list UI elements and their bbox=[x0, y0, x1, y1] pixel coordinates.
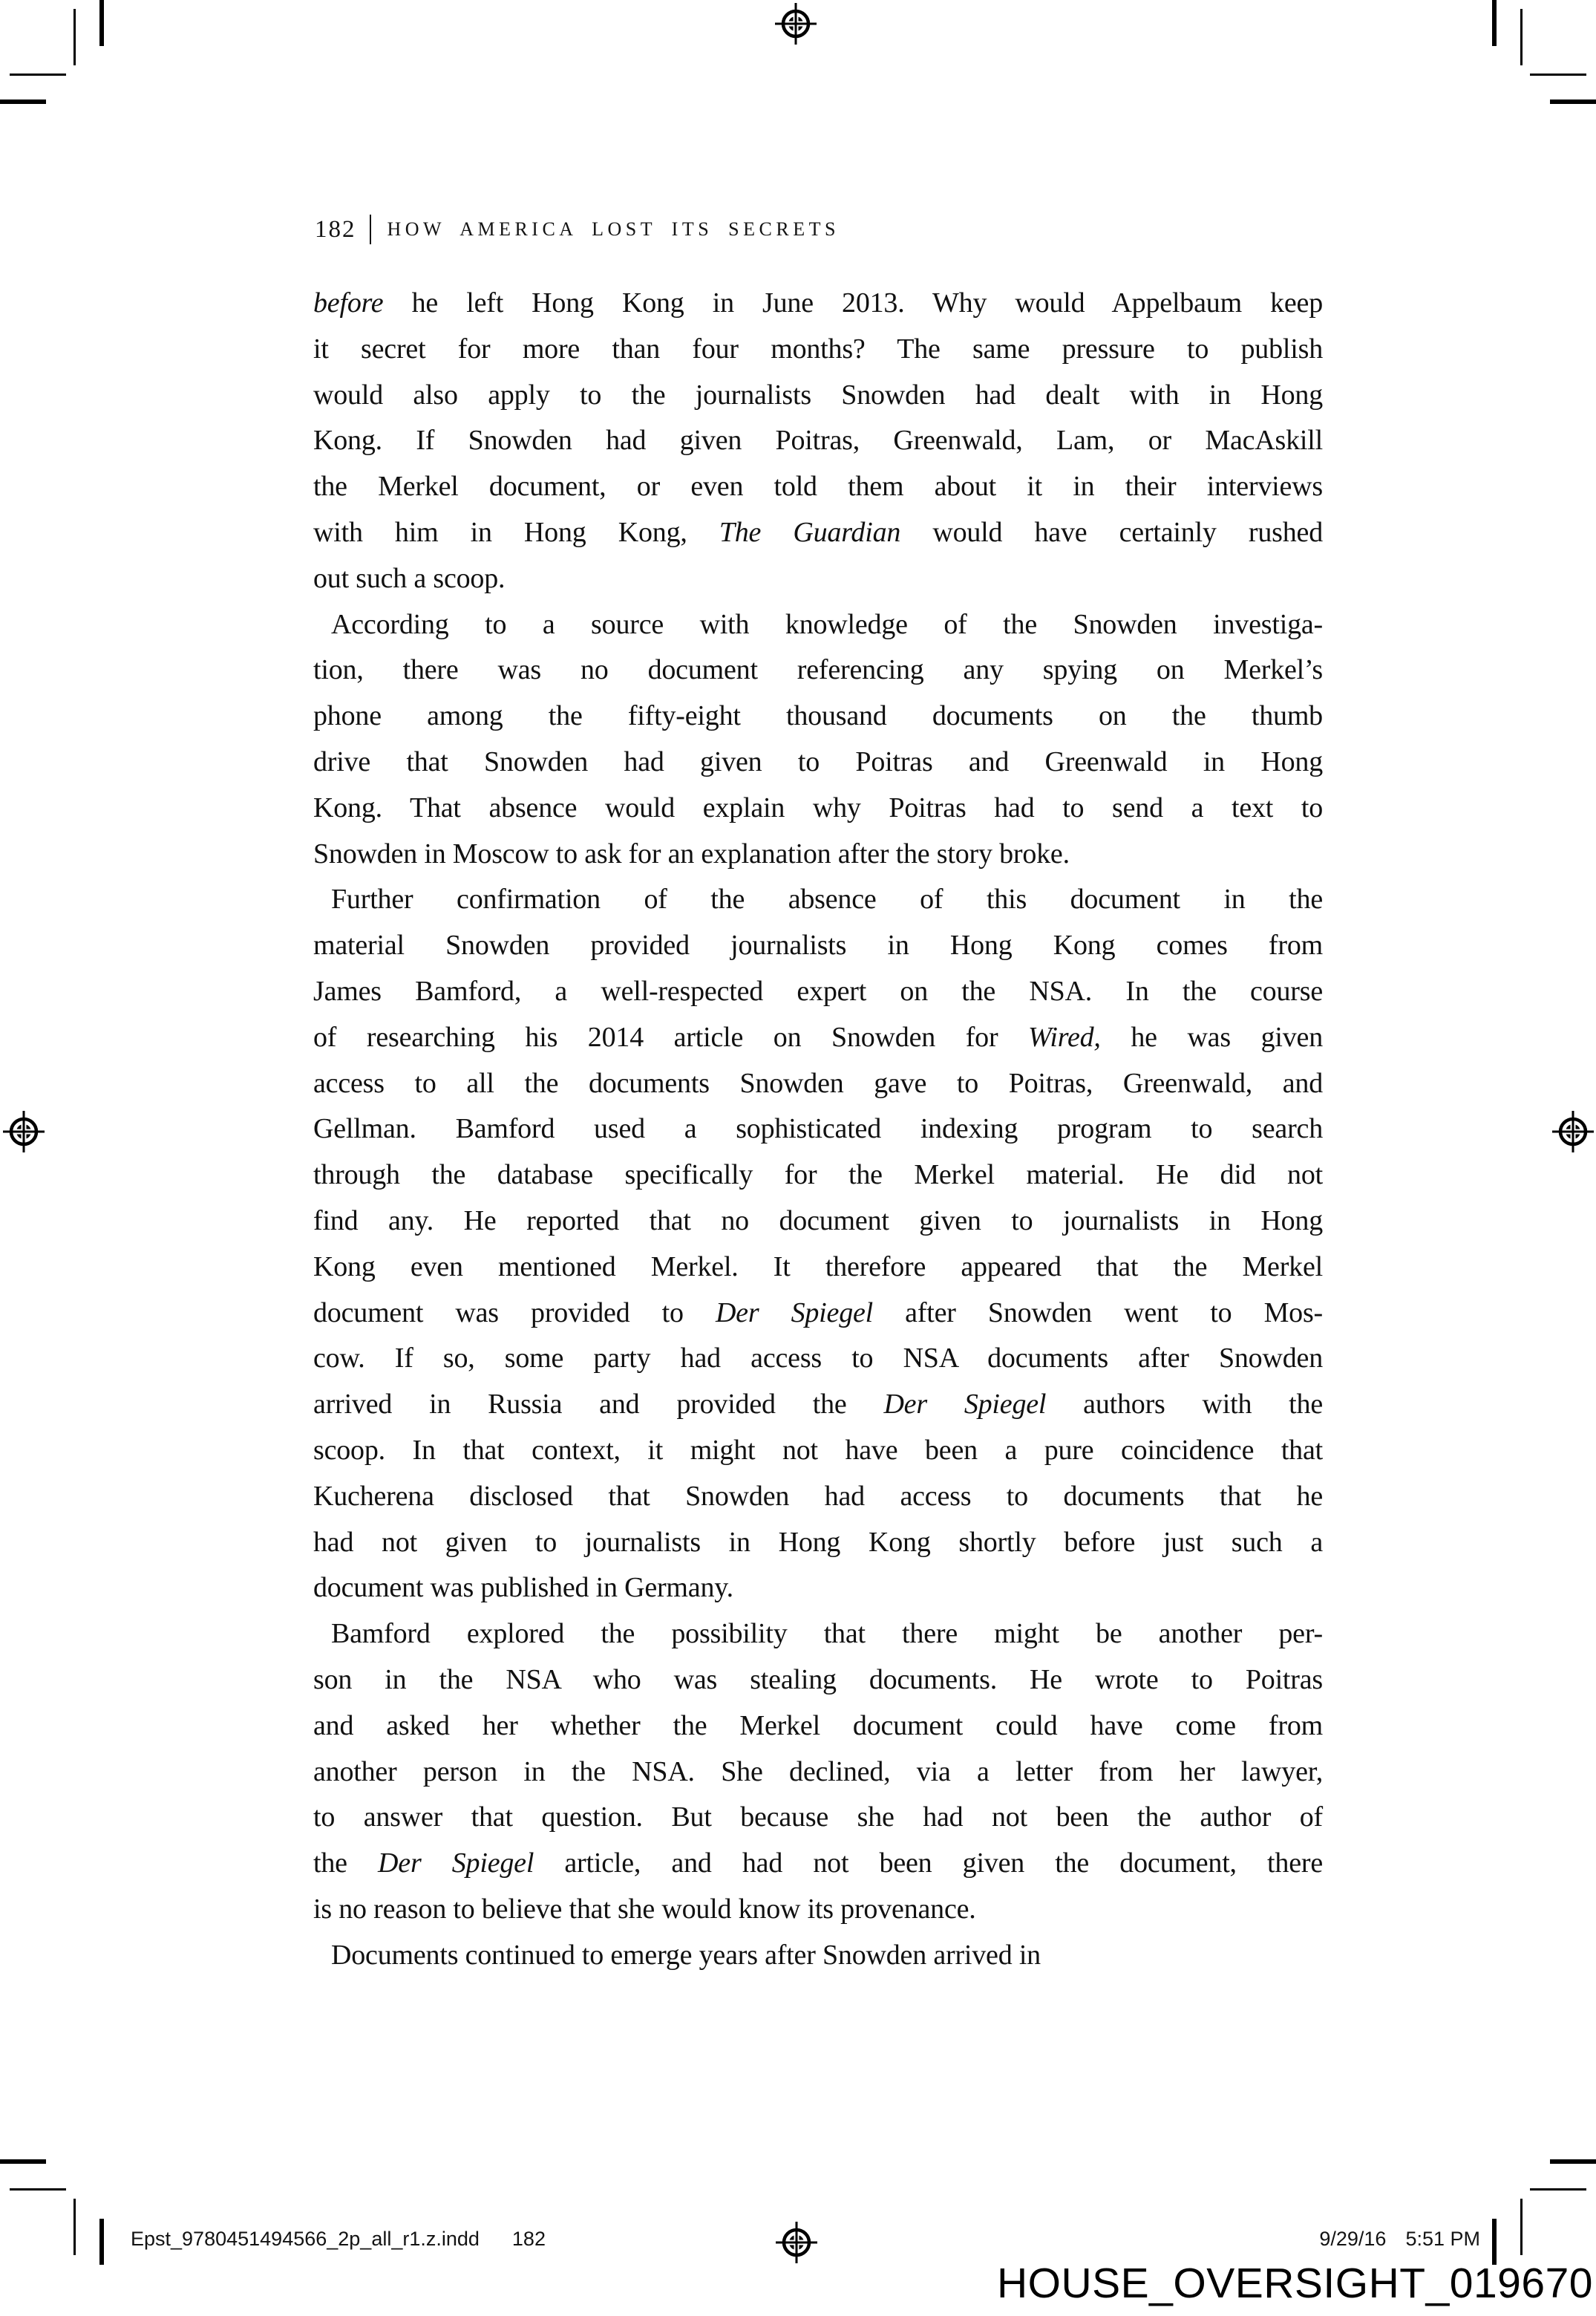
text-line: cow. If so, some party had access to NSA documents after Snowden bbox=[313, 1343, 1323, 1374]
text-line: it secret for more than four months? The same pressure to publish bbox=[313, 333, 1323, 365]
registration-mark-icon bbox=[773, 2219, 820, 2266]
crop-mark bbox=[10, 2188, 66, 2191]
text-line: with him in Hong Kong, The Guardian would have certainly rushed bbox=[313, 516, 1323, 548]
text-line: Kong even mentioned Merkel. It therefore appeared that the Merkel bbox=[313, 1250, 1323, 1282]
print-datetime bbox=[1319, 2228, 1480, 2251]
crop-mark bbox=[0, 2159, 46, 2164]
text-line: document was provided to Der Spiegel after Snowden went to Mos- bbox=[313, 1296, 1324, 1328]
text-line: the Merkel document, or even told them about it in their interviews bbox=[313, 471, 1323, 503]
crop-mark bbox=[1530, 74, 1586, 76]
text-line: material Snowden provided journalists in Hong Kong comes from bbox=[313, 930, 1323, 962]
text-line: Kucherena disclosed that Snowden had access to documents that he bbox=[313, 1480, 1323, 1512]
text-line: Snowden in Moscow to ask for an explanation after the story broke. bbox=[313, 838, 1070, 870]
text-line: drive that Snowden had given to Poitras and Greenwald in Hong bbox=[313, 746, 1323, 777]
text-line: son in the NSA who was stealing documents. He wrote to Poitras bbox=[313, 1663, 1323, 1695]
print-slug bbox=[131, 2228, 546, 2251]
text-line: Further confirmation of the absence of this document in the bbox=[331, 884, 1323, 916]
text-line: would also apply to the journalists Snowden had dealt with in Hong bbox=[313, 379, 1323, 411]
crop-mark bbox=[1550, 2159, 1596, 2164]
crop-mark bbox=[1492, 2219, 1497, 2265]
text-line: tion, there was no document referencing any spying on Merkel’s bbox=[313, 654, 1323, 686]
page-header bbox=[315, 212, 1324, 247]
crop-mark bbox=[73, 2199, 76, 2255]
text-line: document was published in Germany. bbox=[313, 1572, 733, 1604]
header-divider bbox=[370, 215, 371, 244]
text-line: scoop. In that context, it might not have been a pure coincidence that bbox=[313, 1434, 1323, 1466]
bates-stamp: HOUSE_OVERSIGHT_019670 bbox=[996, 2260, 1593, 2307]
text-line: Documents continued to emerge years after Snowden arrived in bbox=[331, 1939, 1041, 1971]
text-line: of researching his 2014 article on Snowden for Wired, he was given bbox=[313, 1021, 1323, 1053]
registration-mark-icon bbox=[0, 1108, 48, 1155]
slug-time: 5:51 PM bbox=[1405, 2228, 1480, 2250]
text-line: Bamford explored the possibility that there might be another per- bbox=[331, 1618, 1323, 1650]
crop-mark bbox=[1520, 2199, 1523, 2255]
text-line: Kong. That absence would explain why Poitras had to send a text to bbox=[313, 792, 1323, 823]
text-line: another person in the NSA. She declined, via a letter from her lawyer, bbox=[313, 1755, 1323, 1787]
crop-mark bbox=[99, 2219, 104, 2265]
slug-date: 9/29/16 bbox=[1319, 2228, 1387, 2250]
crop-mark bbox=[1550, 100, 1596, 104]
text-line: had not given to journalists in Hong Kong shortly before just such a bbox=[313, 1526, 1323, 1558]
body-text bbox=[313, 281, 1323, 1978]
registration-mark-icon bbox=[1549, 1108, 1596, 1155]
text-line: through the database specifically for the Merkel material. He did not bbox=[313, 1159, 1323, 1191]
text-line: is no reason to believe that she would know its provenance. bbox=[313, 1893, 976, 1925]
text-line: access to all the documents Snowden gave to Poitras, Greenwald, and bbox=[313, 1067, 1323, 1099]
crop-mark bbox=[99, 0, 104, 46]
text-line: and asked her whether the Merkel document could have come from bbox=[313, 1709, 1323, 1741]
crop-mark bbox=[1530, 2188, 1586, 2191]
text-line: to answer that question. But because she had not been the author of bbox=[313, 1801, 1323, 1833]
text-line: the Der Spiegel article, and had not been given the document, there bbox=[313, 1847, 1323, 1879]
slug-filename: Epst_9780451494566_2p_all_r1.z.indd bbox=[131, 2228, 480, 2250]
crop-mark bbox=[0, 100, 46, 104]
text-line: before he left Hong Kong in June 2013. Why would Appelbaum keep bbox=[313, 287, 1323, 319]
crop-mark bbox=[1520, 9, 1523, 65]
running-head: HOW AMERICA LOST ITS SECRETS bbox=[387, 218, 840, 240]
text-line: Gellman. Bamford used a sophisticated indexing program to search bbox=[313, 1113, 1323, 1145]
text-line: phone among the fifty-eight thousand documents on the thumb bbox=[313, 700, 1323, 732]
slug-page-number: 182 bbox=[511, 2228, 546, 2250]
registration-mark-icon bbox=[772, 0, 820, 48]
crop-mark bbox=[73, 9, 76, 65]
text-line: Kong. If Snowden had given Poitras, Greenwald, Lam, or MacAskill bbox=[313, 425, 1323, 457]
crop-mark bbox=[1492, 0, 1497, 46]
text-line: James Bamford, a well-respected expert on the NSA. In the course bbox=[313, 975, 1323, 1007]
text-line: arrived in Russia and provided the Der Spiegel authors with the bbox=[313, 1389, 1324, 1420]
text-line: out such a scoop. bbox=[313, 562, 506, 594]
text-line: find any. He reported that no document given to journalists in Hong bbox=[313, 1204, 1323, 1236]
page-number: 182 bbox=[315, 215, 356, 243]
crop-mark bbox=[10, 74, 66, 76]
text-line: According to a source with knowledge of the Snowden investiga- bbox=[331, 608, 1323, 640]
